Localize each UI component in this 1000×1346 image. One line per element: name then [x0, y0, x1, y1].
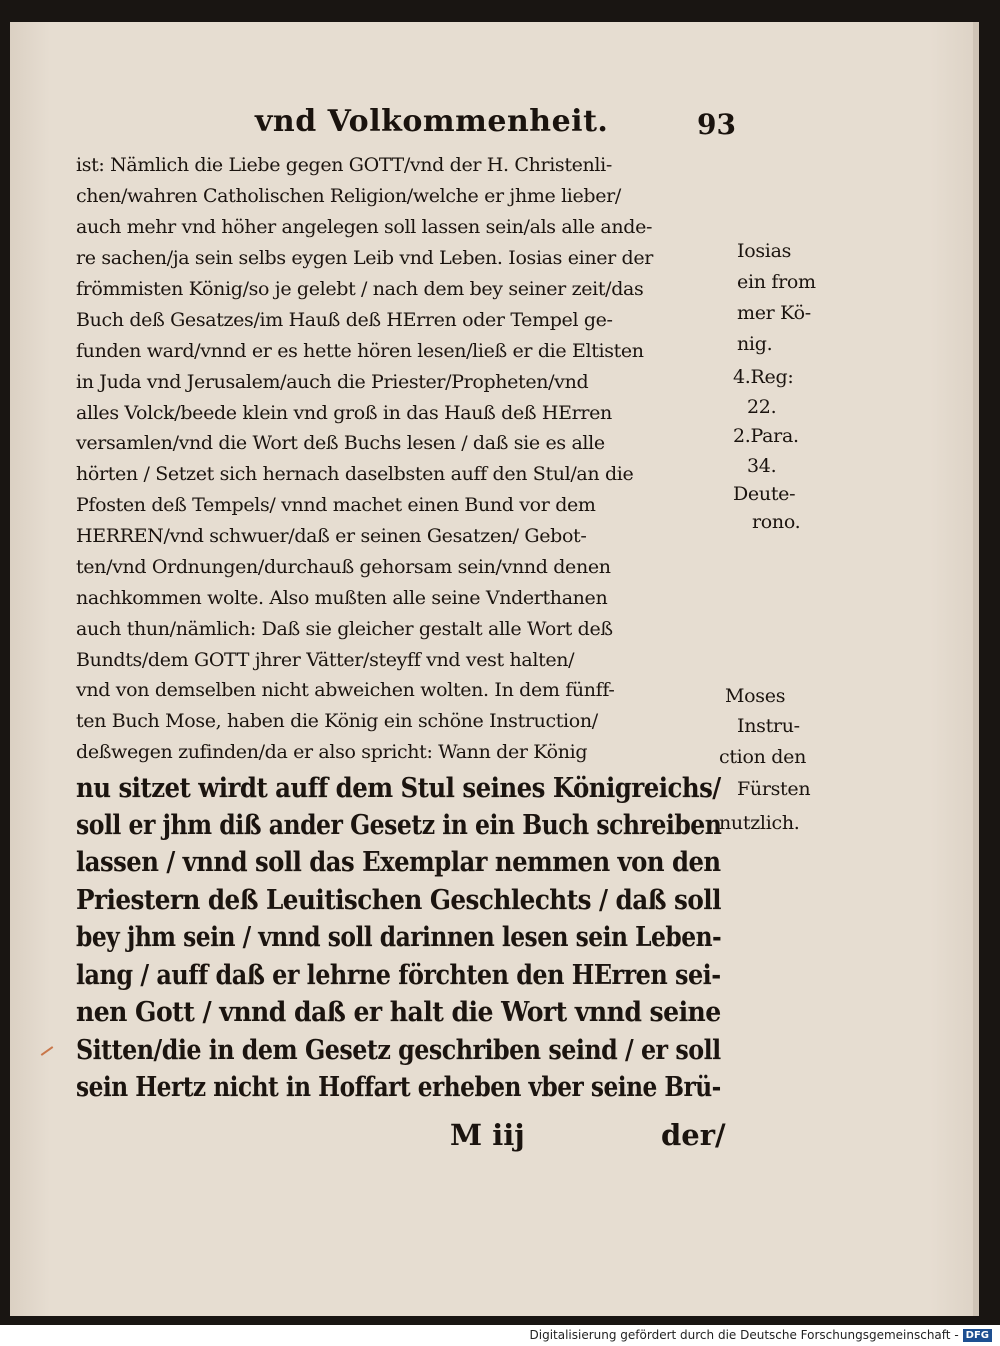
body-line: nachkommen wolte. Also mußten alle seine Vnderthanen	[76, 587, 608, 609]
body-line: auch mehr vnd höher angelegen soll lassen sein/als alle ande-	[76, 216, 653, 238]
catchword: der/	[661, 1118, 726, 1152]
marginal-note-moses: Fürsten	[737, 778, 811, 800]
body-line: ist: Nämlich die Liebe gegen GOTT/vnd der H. Christenli-	[76, 154, 612, 176]
marginal-note-josias: ein from	[737, 271, 816, 293]
marginal-note-josias: nig.	[737, 333, 773, 355]
marginal-reference: 34.	[747, 455, 777, 477]
body-line: deßwegen zufinden/da er also spricht: Wann der König	[76, 741, 588, 763]
dfg-logo: DFG	[963, 1329, 992, 1342]
marginal-note-moses: Moses	[725, 685, 786, 707]
marginal-reference: Deute-	[733, 483, 796, 505]
marginal-note-moses: Instru-	[737, 715, 800, 737]
marginal-reference: rono.	[752, 511, 801, 533]
body-line: Pfosten deß Tempels/ vnnd machet einen Bund vor dem	[76, 494, 596, 516]
body-line: ten Buch Mose, haben die König ein schöne Instruction/	[76, 710, 598, 732]
quote-line: lassen / vnnd soll das Exemplar nemmen von den	[76, 847, 721, 878]
marginal-reference: 4.Reg:	[733, 366, 794, 388]
quote-line: nu sitzet wirdt auff dem Stul seines Königreichs/	[76, 773, 721, 804]
body-line: re sachen/ja sein selbs eygen Leib vnd Leben. Iosias einer der	[76, 247, 653, 269]
quote-line: sein Hertz nicht in Hoffart erheben vber seine Brü-	[76, 1072, 721, 1103]
marginal-note-josias: Iosias	[737, 240, 792, 262]
signature-mark: M iij	[450, 1118, 525, 1152]
credit-text: Digitalisierung gefördert durch die Deutsche Forschungsgemeinschaft -	[529, 1328, 959, 1342]
body-line: Bundts/dem GOTT jhrer Vätter/steyff vnd vest halten/	[76, 649, 575, 671]
body-line: auch thun/nämlich: Daß sie gleicher gestalt alle Wort deß	[76, 618, 613, 640]
marginal-note-moses: nutzlich.	[719, 812, 800, 834]
body-line: in Juda vnd Jerusalem/auch die Priester/Propheten/vnd	[76, 371, 589, 393]
quote-line: soll er jhm diß ander Gesetz in ein Buch schreiben	[76, 810, 722, 841]
quote-line: bey jhm sein / vnnd soll darinnen lesen sein Leben-	[76, 922, 722, 953]
body-line: alles Volck/beede klein vnd groß in das Hauß deß HErren	[76, 402, 612, 424]
body-line: frömmisten König/so je gelebt / nach dem bey seiner zeit/das	[76, 278, 644, 300]
marginal-note-moses: ction den	[719, 746, 807, 768]
body-line: HERREN/vnd schwuer/daß er seinen Gesatzen/ Gebot-	[76, 525, 587, 547]
marginal-note-josias: mer Kö-	[737, 302, 811, 324]
quote-line: nen Gott / vnnd daß er halt die Wort vnnd seine	[76, 997, 721, 1028]
body-line: hörten / Setzet sich hernach daselbsten auff den Stul/an die	[76, 463, 634, 485]
digitization-credit	[530, 1328, 993, 1342]
page-edge	[973, 22, 979, 1316]
page-number: 93	[697, 108, 736, 141]
body-line: funden ward/vnnd er es hette hören lesen/ließ er die Eltisten	[76, 340, 644, 362]
body-line: chen/wahren Catholischen Religion/welche er jhme lieber/	[76, 185, 621, 207]
body-line: vnd von demselben nicht abweichen wolten. In dem fünff-	[76, 679, 615, 701]
marginal-reference: 2.Para.	[733, 425, 799, 447]
quote-line: Sitten/die in dem Gesetz geschriben seind / er soll	[76, 1035, 721, 1066]
quote-line: Priestern deß Leuitischen Geschlechts / daß soll	[76, 885, 721, 916]
body-line: versamlen/vnd die Wort deß Buchs lesen / daß sie es alle	[76, 432, 605, 454]
running-head: vnd Volkommenheit.	[255, 104, 609, 139]
quote-line: lang / auff daß er lehrne förchten den HErren sei-	[76, 960, 721, 991]
marginal-reference: 22.	[747, 396, 777, 418]
body-line: ten/vnd Ordnungen/durchauß gehorsam sein/vnnd denen	[76, 556, 611, 578]
body-line: Buch deß Gesatzes/im Hauß deß HErren oder Tempel ge-	[76, 309, 613, 331]
